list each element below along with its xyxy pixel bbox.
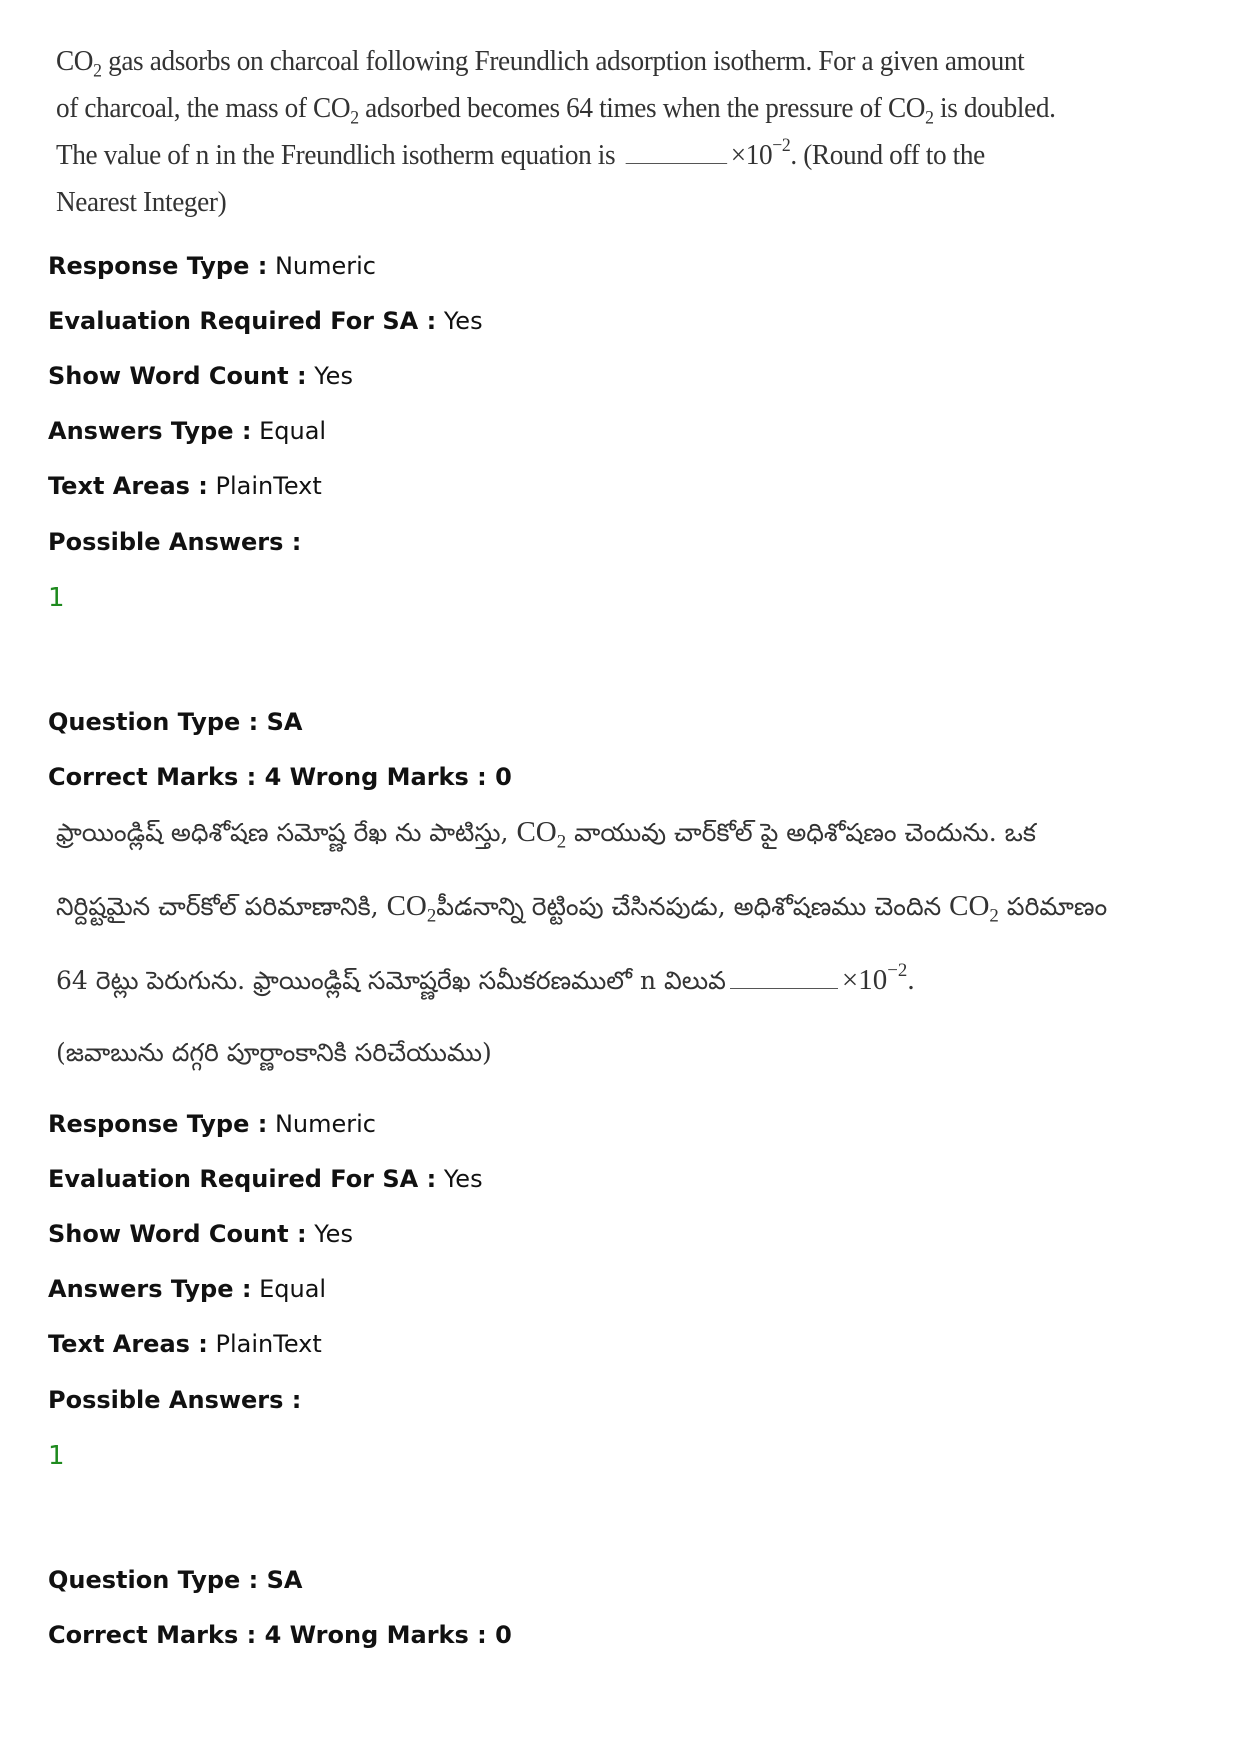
question-2-line-3: 64 రెట్లు పెరుగును. ఫ్రాయిండ్లిష్ సమోష్ణరేఖ సమీకరణములో n విలువ $\times 10^{-2}$.	[56, 959, 915, 996]
possible-answer-value: 1	[48, 583, 65, 613]
answer-blank	[625, 162, 727, 164]
response-type-row: Response Type : Numeric	[48, 1110, 376, 1138]
marks-row: Correct Marks : 4 Wrong Marks : 0	[48, 763, 512, 791]
question-1-line-1: $CO_2$ gas adsorbs on charcoal following Freundlich adsorption isotherm. For a given amount	[56, 45, 1025, 82]
question-type-row: Question Type : SA	[48, 708, 303, 736]
possible-answer-value: 1	[48, 1441, 65, 1471]
answers-type-row: Answers Type : Equal	[48, 417, 327, 445]
response-type-row: Response Type : Numeric	[48, 252, 376, 280]
text-areas-row: Text Areas : PlainText	[48, 1330, 322, 1358]
answers-type-row: Answers Type : Equal	[48, 1275, 327, 1303]
text-areas-row: Text Areas : PlainText	[48, 472, 322, 500]
answer-blank	[730, 987, 838, 989]
question-1-line-2: of charcoal, the mass of $CO_2$ adsorbed becomes 64 times when the pressure of $CO_2$ is doubled.	[56, 92, 1056, 129]
marks-row: Correct Marks : 4 Wrong Marks : 0	[48, 1621, 512, 1649]
question-2-line-4: (జవాబును దగ్గరి పూర్ణాంకానికి సరిచేయుము)	[56, 1038, 492, 1067]
question-2-line-2: నిర్దిష్టమైన చార్‌కోల్ పరిమాణానికి, $CO_2పీడనాన్ని$ రెట్టింపు చేసినపుడు, అధిశోషణము చెందిన $CO_2$ పరిమాణం	[56, 890, 1108, 927]
possible-answers-row: Possible Answers :	[48, 528, 302, 556]
possible-answers-row: Possible Answers :	[48, 1386, 302, 1414]
word-count-row: Show Word Count : Yes	[48, 1220, 353, 1248]
evaluation-row: Evaluation Required For SA : Yes	[48, 307, 483, 335]
question-1-text	[56, 38, 1056, 226]
word-count-row: Show Word Count : Yes	[48, 362, 353, 390]
question-1-line-3: The value of n in the Freundlich isotherm equation is $\times 10^{-2}$. (Round off to the	[56, 134, 985, 171]
evaluation-row: Evaluation Required For SA : Yes	[48, 1165, 483, 1193]
question-2-line-1: ఫ్రాయిండ్లిష్ అధిశోషణ సమోష్ణ రేఖ ను పాటిస్తు, $CO_2$ వాయువు చార్‌కోల్ పై అధిశోషణం చెందును. ఒక	[56, 816, 1036, 853]
question-1-line-4: Nearest Integer)	[56, 186, 227, 218]
question-type-row: Question Type : SA	[48, 1566, 303, 1594]
